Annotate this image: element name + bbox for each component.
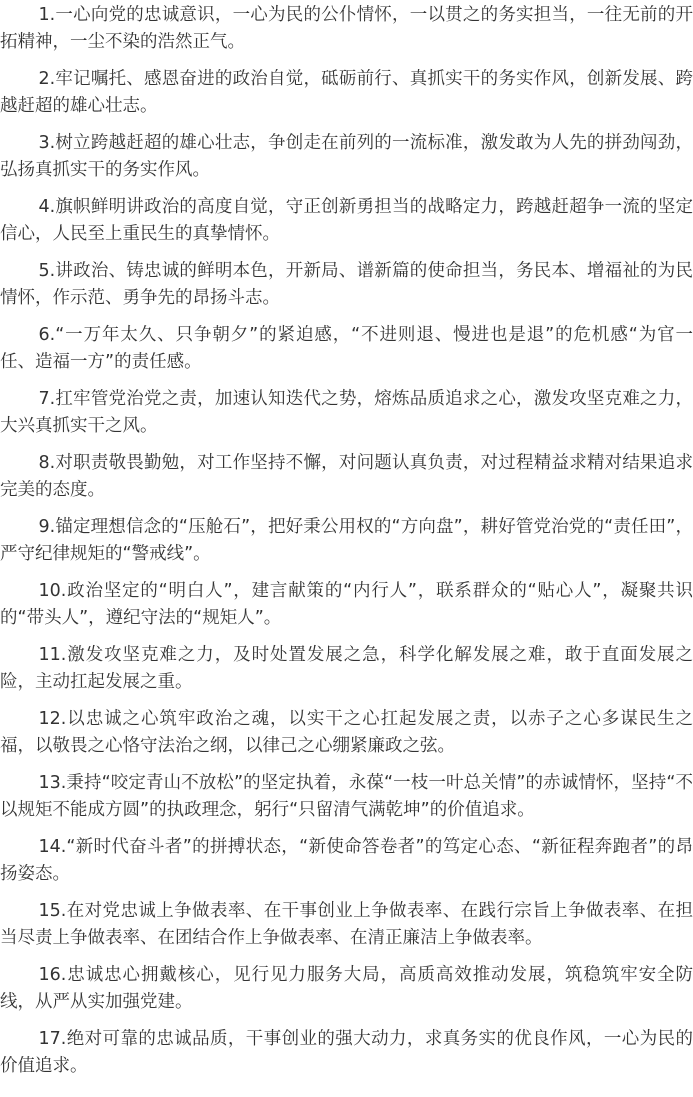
- paragraph-15: 15.在对党忠诚上争做表率、在干事创业上争做表率、在践行宗旨上争做表率、在担当尽责上争做表率、在团结合作上争做表率、在清正廉洁上争做表率。: [0, 901, 693, 948]
- paragraph-8: 8.对职责敬畏勤勉，对工作坚持不懈，对问题认真负责，对过程精益求精对结果追求完美的态度。: [0, 453, 693, 500]
- paragraph-2: 2.牢记嘱托、感恩奋进的政治自觉，砥砺前行、真抓实干的务实作风，创新发展、跨越赶超的雄心壮志。: [0, 69, 693, 116]
- paragraph-13: 13.秉持“咬定青山不放松”的坚定执着，永葆“一枝一叶总关情”的赤诚情怀，坚持“不以规矩不能成方圆”的执政理念，躬行“只留清气满乾坤”的价值追求。: [0, 773, 693, 820]
- paragraph-16: 16.忠诚忠心拥戴核心，见行见力服务大局，高质高效推动发展，筑稳筑牢安全防线，从严从实加强党建。: [0, 965, 693, 1012]
- paragraph-6: 6.“一万年太久、只争朝夕”的紧迫感，“不进则退、慢进也是退”的危机感“为官一任、造福一方”的责任感。: [0, 325, 693, 372]
- paragraph-10: 10.政治坚定的“明白人”，建言献策的“内行人”，联系群众的“贴心人”，凝聚共识的“带头人”，遵纪守法的“规矩人”。: [0, 581, 693, 628]
- paragraph-7: 7.扛牢管党治党之责，加速认知迭代之势，熔炼品质追求之心，激发攻坚克难之力，大兴真抓实干之风。: [0, 389, 693, 436]
- paragraph-9: 9.锚定理想信念的“压舱石”，把好秉公用权的“方向盘”，耕好管党治党的“责任田”，严守纪律规矩的“警戒线”。: [0, 517, 693, 564]
- paragraph-5: 5.讲政治、铸忠诚的鲜明本色，开新局、谱新篇的使命担当，务民本、增福祉的为民情怀，作示范、勇争先的昂扬斗志。: [0, 261, 693, 308]
- paragraph-1: 1.一心向党的忠诚意识，一心为民的公仆情怀，一以贯之的务实担当，一往无前的开拓精神，一尘不染的浩然正气。: [0, 5, 693, 52]
- paragraph-3: 3.树立跨越赶超的雄心壮志，争创走在前列的一流标准，激发敢为人先的拼劲闯劲，弘扬真抓实干的务实作风。: [0, 133, 693, 180]
- paragraph-11: 11.激发攻坚克难之力，及时处置发展之急，科学化解发展之难，敢于直面发展之险，主动扛起发展之重。: [0, 645, 693, 692]
- paragraph-4: 4.旗帜鲜明讲政治的高度自觉，守正创新勇担当的战略定力，跨越赶超争一流的坚定信心，人民至上重民生的真挚情怀。: [0, 197, 693, 244]
- paragraph-12: 12.以忠诚之心筑牢政治之魂，以实干之心扛起发展之责，以赤子之心多谋民生之福，以敬畏之心恪守法治之纲，以律己之心绷紧廉政之弦。: [0, 709, 693, 756]
- paragraph-17: 17.绝对可靠的忠诚品质，干事创业的强大动力，求真务实的优良作风，一心为民的价值追求。: [0, 1029, 693, 1076]
- paragraph-14: 14.“新时代奋斗者”的拼搏状态，“新使命答卷者”的笃定心态、“新征程奔跑者”的昂扬姿态。: [0, 837, 693, 884]
